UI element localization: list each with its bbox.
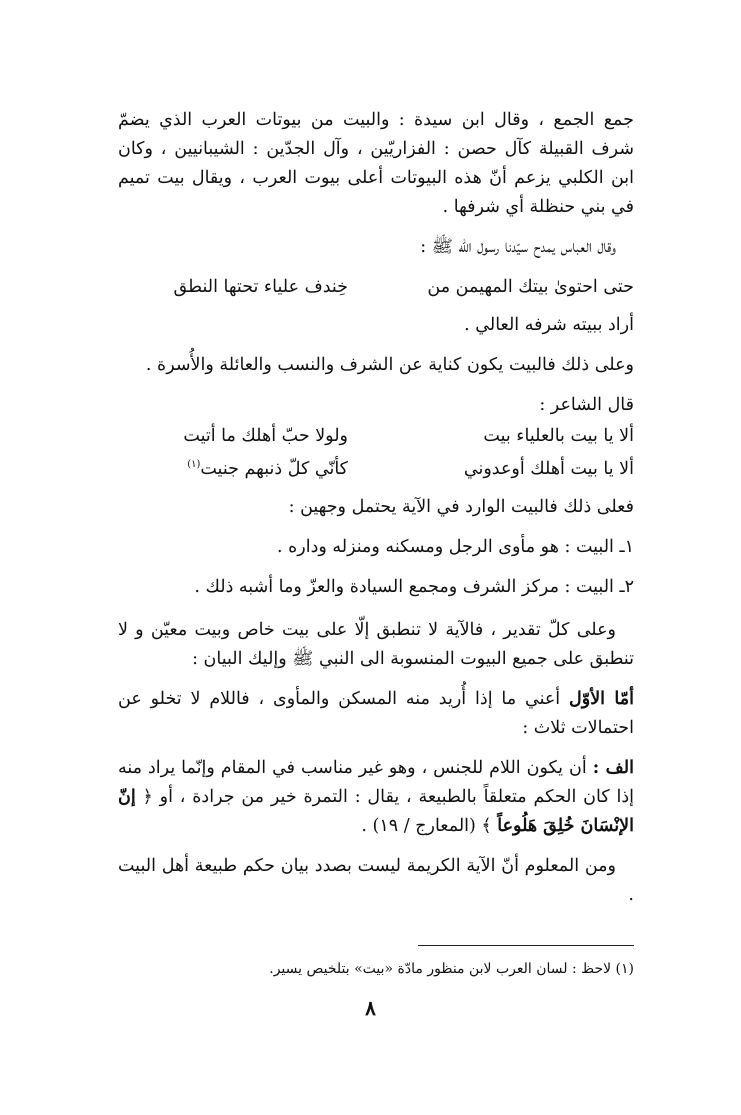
paragraph-6: فعلى ذلك فالبيت الوارد في الآية يحتمل وجهين : — [288, 497, 634, 517]
paragraph-2: وقال العباس يمدح سيّدنا رسول الله ﷺ : — [420, 237, 616, 257]
paragraph-8-text: أعني ما إذا أُريد منه المسكن والمأوى ، فاللام لا تخلو عن احتمالات ثلاث : — [118, 689, 634, 738]
paragraph-9-lead: الف : — [592, 758, 634, 778]
footnote-marker[interactable]: (١) — [187, 459, 201, 471]
paragraph-8-lead: أمّا الأوّل — [569, 689, 635, 709]
paragraph-9-end: ﴾ (المعارج / ١٩) . — [361, 816, 498, 836]
verse-2-second-hemistich: ولولا حبّ أهلك ما أتيت — [183, 426, 348, 446]
paragraph-5: قال الشاعر : — [539, 395, 634, 415]
verse-2-first-hemistich: ألا يا بيت بالعلياء بيت — [483, 426, 634, 446]
footnote: (١) لاحظ : لسان العرب لابن منظور مادّة «بيت» بتلخيص يسير. — [269, 961, 634, 977]
paragraph-4: وعلى ذلك فالبيت يكون كناية عن الشرف والنسب والعائلة والأُسرة . — [145, 355, 634, 375]
list-item-2: ٢ـ البيت : مركز الشرف ومجمع السيادة والعزّ وما أشبه ذلك . — [194, 577, 634, 597]
verse-1-second-hemistich: خِندف علياء تحتها النطق — [173, 277, 348, 297]
verse-1 — [118, 273, 634, 302]
paragraph-3: أراد ببيته شرفه العالي . — [464, 315, 634, 335]
verse-1-first-hemistich: حتى احتوىٰ بيتك المهيمن من — [427, 277, 634, 297]
paragraph-7: وعلى كلّ تقدير ، فالآية لا تنطبق إلّا على بيت خاص وبيت معيّن و لا تنطبق على جميع البيوت المنسوبة الى النبي ﷺ وإليك البيان : — [118, 620, 634, 669]
verse-3-second-text: كأنّي كلّ ذنبهم جنيت — [200, 459, 348, 479]
verse-2 — [118, 422, 634, 451]
verse-3-second-hemistich — [118, 455, 348, 484]
verse-3-first-hemistich: ألا يا بيت أهلك أوعدوني — [463, 459, 634, 479]
quran-verse: إنّ الإنْسَانَ خُلِقَ هَلُوعاً — [118, 787, 634, 836]
paragraph-1: جمع الجمع ، وقال ابن سيدة : والبيت من بيوتات العرب الذي يضمّ شرف القبيلة كآل حصن : الفزاريّين ، وآل الجدّين : الشيبانيين ، وكان ابن الكلبي يزعم أنّ هذه البيوتات أعلى بيوت العرب ، ويقال بيت تميم في بني حنظلة أي شرفها . — [118, 110, 634, 217]
verse-3 — [118, 455, 634, 484]
footnote-divider — [418, 945, 634, 946]
paragraph-8 — [118, 685, 634, 743]
paragraph-9-text: أن يكون اللام للجنس ، وهو غير مناسب في المقام وإنّما يراد منه إذا كان الحكم متعلقاً بالطبيعة ، يقال : التمرة خير من جرادة ، أو ﴿ — [118, 758, 634, 807]
page-number: ٨ — [365, 996, 376, 1020]
paragraph-10: ومن المعلوم أنّ الآية الكريمة ليست بصدد بيان حكم طبيعة أهل البيت . — [118, 856, 634, 905]
list-item-1: ١ـ البيت : هو مأوى الرجل ومسكنه ومنزله وداره . — [276, 537, 634, 557]
paragraph-9 — [118, 754, 634, 841]
page-body — [118, 106, 634, 921]
